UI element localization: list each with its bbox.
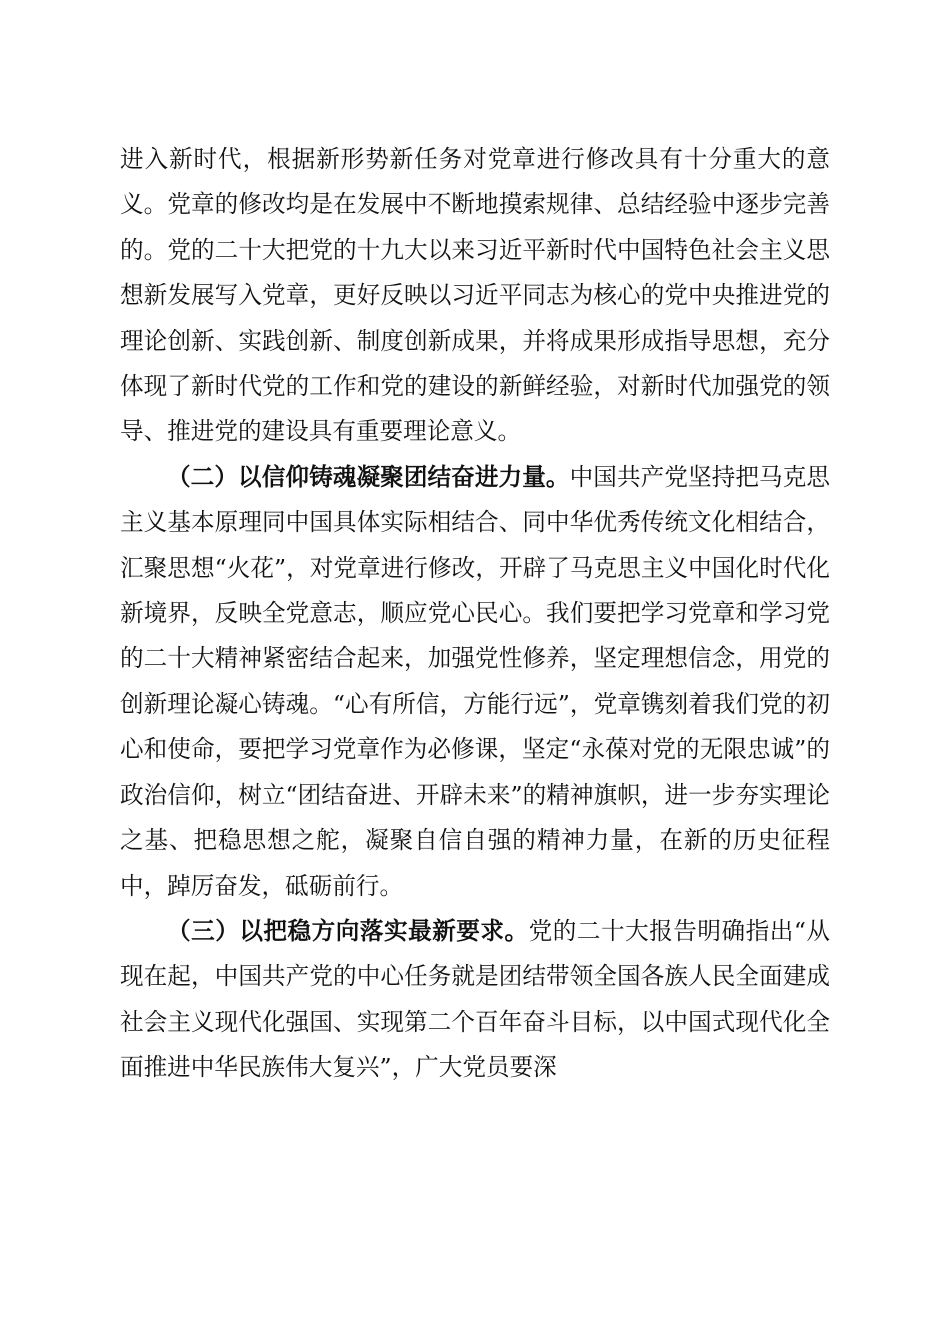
paragraph-1-body: 进入新时代，根据新形势新任务对党章进行修改具有十分重大的意义。党章的修改均是在发展中不断地摸索规律、总结经验中逐步完善的。党的二十大把党的十九大以来习近平新时代中国特色社会主义思想新发展写入党章，更好反映以习近平同志为核心的党中央推进党的理论创新、实践创新、制度创新成果，并将成果形成指导思想，充分体现了新时代党的工作和党的建设的新鲜经验，对新时代加强党的领导、推进党的建设具有重要理论意义。 — [120, 145, 830, 446]
document-page — [120, 137, 830, 1091]
paragraph-2-heading: （二）以信仰铸魂凝聚团结奋进力量。 — [167, 462, 570, 491]
paragraph-3-heading: （三）以把稳方向落实最新要求。 — [167, 916, 529, 945]
paragraph-3-body: 党的二十大报告明确指出“从现在起，中国共产党的中心任务就是团结带领全国各族人民全面建成社会主义现代化强国、实现第二个百年奋斗目标，以中国式现代化全面推进中华民族伟大复兴”，广大党员要深 — [120, 916, 831, 1082]
paragraph-3 — [120, 909, 830, 1091]
paragraph-1 — [120, 137, 830, 455]
paragraph-2-body: 中国共产党坚持把马克思主义基本原理同中国具体实际相结合、同中华优秀传统文化相结合，汇聚思想“火花”，对党章进行修改，开辟了马克思主义中国化时代化新境界，反映全党意志，顺应党心民心。我们要把学习党章和学习党的二十大精神紧密结合起来，加强党性修养，坚定理想信念，用党的创新理论凝心铸魂。“心有所信，方能行远”，党章镌刻着我们党的初心和使命，要把学习党章作为必修课，坚定“永葆对党的无限忠诚”的政治信仰，树立“团结奋进、开辟未来”的精神旗帜，进一步夯实理论之基、把稳思想之舵，凝聚自信自强的精神力量，在新的历史征程中，踔厉奋发，砥砺前行。 — [120, 462, 831, 900]
paragraph-2 — [120, 455, 830, 909]
